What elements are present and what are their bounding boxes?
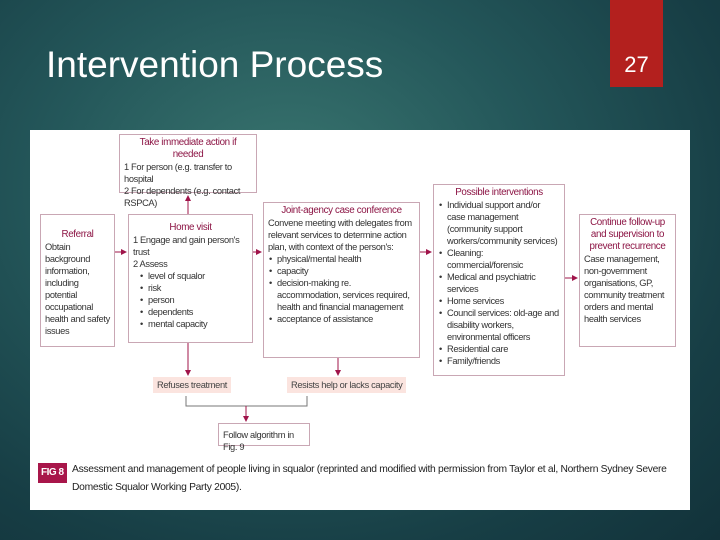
page-number: 27 [610, 0, 663, 87]
list-item: • capacity [268, 265, 415, 277]
list-item: • physical/mental health [268, 253, 415, 265]
case-conference-box [263, 202, 420, 358]
list-item: • level of squalor [139, 270, 248, 282]
list-item: • Home services [438, 295, 560, 307]
box-heading: Possible interventions [455, 187, 543, 198]
box-line: 1 Engage and gain person's trust [133, 235, 240, 257]
box-text: Convene meeting with delegates from relevant services to determine action plan, with context of the person's: [268, 218, 412, 252]
refuses-treatment-label: Refuses treatment [153, 377, 231, 393]
box-text: Case management, non-government organisations, GP, community treatment orders and mental health services [584, 254, 665, 324]
immediate-action-box [119, 134, 257, 208]
resists-help-label: Resists help or lacks capacity [287, 377, 406, 393]
list-item: • Cleaning: commercial/forensic [438, 247, 560, 271]
box-heading: Take immediate action if needed [139, 137, 237, 160]
box-heading: Continue follow-up and supervision to prevent recurrence [589, 217, 666, 252]
list-item: • Residential care [438, 343, 560, 355]
box-heading: Referral [61, 229, 94, 240]
list-item: • Individual support and/or case management (community support workers/community services) [438, 199, 560, 247]
home-visit-box [128, 214, 253, 343]
list-item: • dependents [139, 306, 248, 318]
interventions-box [433, 184, 565, 376]
figure-caption [38, 461, 686, 497]
list-item: • Family/friends [438, 355, 560, 367]
flowchart-figure [30, 130, 690, 510]
list-item: • risk [139, 282, 248, 294]
list-item: • decision-making re. accommodation, services required, health and financial management [268, 277, 415, 313]
box-line: 2 Assess [133, 259, 168, 269]
caption-text: Assessment and management of people living in squalor (reprinted and modified with permission from Taylor et al, Northern Sydney Severe Domestic Squalor Working Party 2005). [72, 464, 667, 493]
slide-title: Intervention Process [46, 44, 384, 85]
box-heading: Joint-agency case conference [281, 205, 402, 216]
list-item: • acceptance of assistance [268, 313, 415, 325]
list-item: • Council services: old-age and disability workers, environmental officers [438, 307, 560, 343]
box-line: 1 For person (e.g. transfer to hospital [124, 162, 232, 184]
follow-up-box [579, 214, 676, 347]
box-heading: Home visit [169, 222, 212, 233]
figure-badge: FIG 8 [38, 463, 67, 483]
list-item: • mental capacity [139, 318, 248, 330]
box-text: Obtain background information, including potential occupational health and safety issues [45, 242, 110, 336]
follow-algorithm-box: Follow algorithm in Fig. 9 [218, 423, 310, 446]
list-item: • person [139, 294, 248, 306]
referral-box [40, 214, 115, 347]
box-line: 2 For dependents (e.g. contact RSPCA) [124, 186, 241, 208]
list-item: • Medical and psychiatric services [438, 271, 560, 295]
